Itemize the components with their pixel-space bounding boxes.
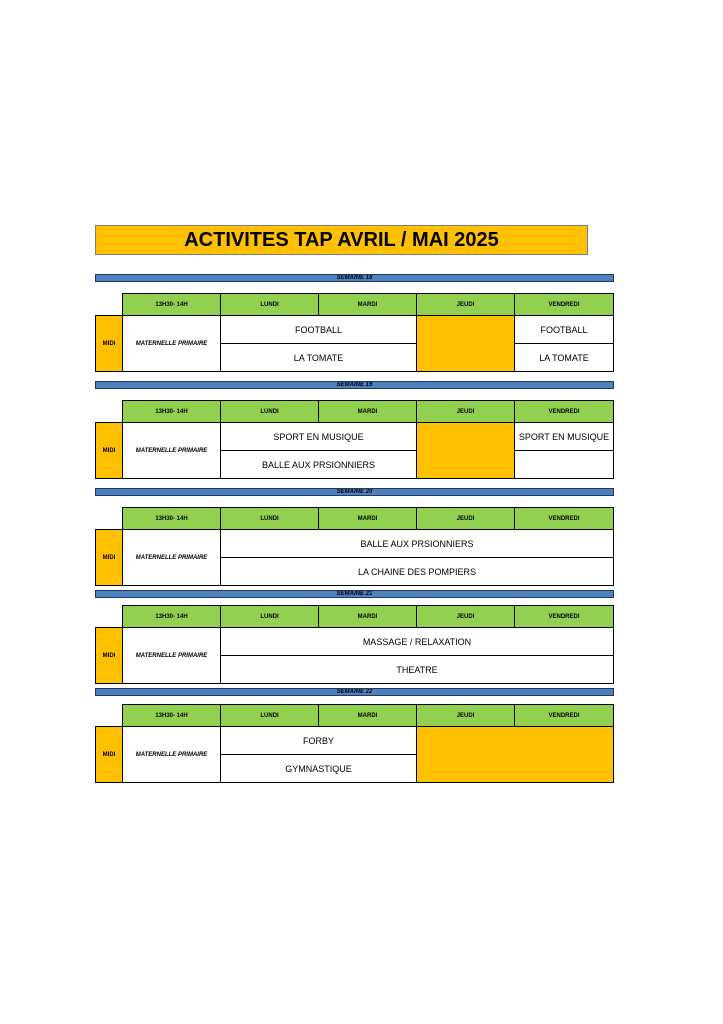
header-time: 13H30- 14H (122, 400, 221, 423)
header-vendredi: VENDREDI (514, 605, 614, 628)
activity-full-week-2: LA CHAINE DES POMPIERS (220, 557, 614, 586)
jeudi-vendredi-block (416, 726, 614, 783)
header-vendredi: VENDREDI (514, 293, 614, 316)
header-jeudi: JEUDI (416, 507, 515, 530)
level-label: MATERNELLE PRIMAIRE (122, 529, 221, 586)
activity-mon-tue-2: GYMNASTIQUE (220, 754, 417, 783)
week-table-20 (95, 507, 614, 586)
header-jeudi: JEUDI (416, 704, 515, 727)
activity-friday-2: LA TOMATE (514, 343, 614, 372)
header-mardi: MARDI (318, 293, 417, 316)
header-vendredi: VENDREDI (514, 400, 614, 423)
row-label-midi: MIDI (95, 627, 123, 684)
week-table-22 (95, 704, 614, 783)
row-label-midi: MIDI (95, 422, 123, 479)
activity-full-week-2: THEATRE (220, 655, 614, 684)
week-bar-22: SEMAINE 22 (95, 688, 614, 696)
header-time: 13H30- 14H (122, 704, 221, 727)
header-jeudi: JEUDI (416, 605, 515, 628)
activity-friday-1: FOOTBALL (514, 315, 614, 344)
activity-mon-tue-2: LA TOMATE (220, 343, 417, 372)
week-bar-21: SEMAINE 21 (95, 590, 614, 598)
header-mardi: MARDI (318, 507, 417, 530)
header-lundi: LUNDI (220, 507, 319, 530)
week-bar-19: SEMAINE 19 (95, 381, 614, 389)
header-lundi: LUNDI (220, 293, 319, 316)
header-lundi: LUNDI (220, 605, 319, 628)
activity-mon-tue-1: FOOTBALL (220, 315, 417, 344)
header-vendredi: VENDREDI (514, 704, 614, 727)
header-lundi: LUNDI (220, 400, 319, 423)
header-time: 13H30- 14H (122, 293, 221, 316)
activity-full-week-1: MASSAGE / RELAXATION (220, 627, 614, 656)
page-title: ACTIVITES TAP AVRIL / MAI 2025 (95, 225, 588, 255)
level-label: MATERNELLE PRIMAIRE (122, 315, 221, 372)
header-jeudi: JEUDI (416, 293, 515, 316)
row-label-midi: MIDI (95, 529, 123, 586)
header-time: 13H30- 14H (122, 507, 221, 530)
jeudi-block (416, 422, 515, 479)
week-bar-20: SEMAINE 20 (95, 488, 614, 496)
week-table-19 (95, 400, 614, 479)
header-jeudi: JEUDI (416, 400, 515, 423)
header-mardi: MARDI (318, 400, 417, 423)
header-vendredi: VENDREDI (514, 507, 614, 530)
week-table-18 (95, 293, 614, 372)
week-bar-18: SEMAINE 18 (95, 274, 614, 282)
header-mardi: MARDI (318, 605, 417, 628)
level-label: MATERNELLE PRIMAIRE (122, 422, 221, 479)
row-label-midi: MIDI (95, 726, 123, 783)
activity-full-week-1: BALLE AUX PRSIONNIERS (220, 529, 614, 558)
jeudi-block (416, 315, 515, 372)
week-table-21 (95, 605, 614, 684)
row-label-midi: MIDI (95, 315, 123, 372)
level-label: MATERNELLE PRIMAIRE (122, 627, 221, 684)
header-mardi: MARDI (318, 704, 417, 727)
header-lundi: LUNDI (220, 704, 319, 727)
activity-friday-1: SPORT EN MUSIQUE (514, 422, 614, 451)
activity-mon-tue-1: SPORT EN MUSIQUE (220, 422, 417, 451)
activity-friday-2 (514, 450, 614, 479)
header-time: 13H30- 14H (122, 605, 221, 628)
activity-mon-tue-1: FORBY (220, 726, 417, 755)
activity-mon-tue-2: BALLE AUX PRSIONNIERS (220, 450, 417, 479)
level-label: MATERNELLE PRIMAIRE (122, 726, 221, 783)
